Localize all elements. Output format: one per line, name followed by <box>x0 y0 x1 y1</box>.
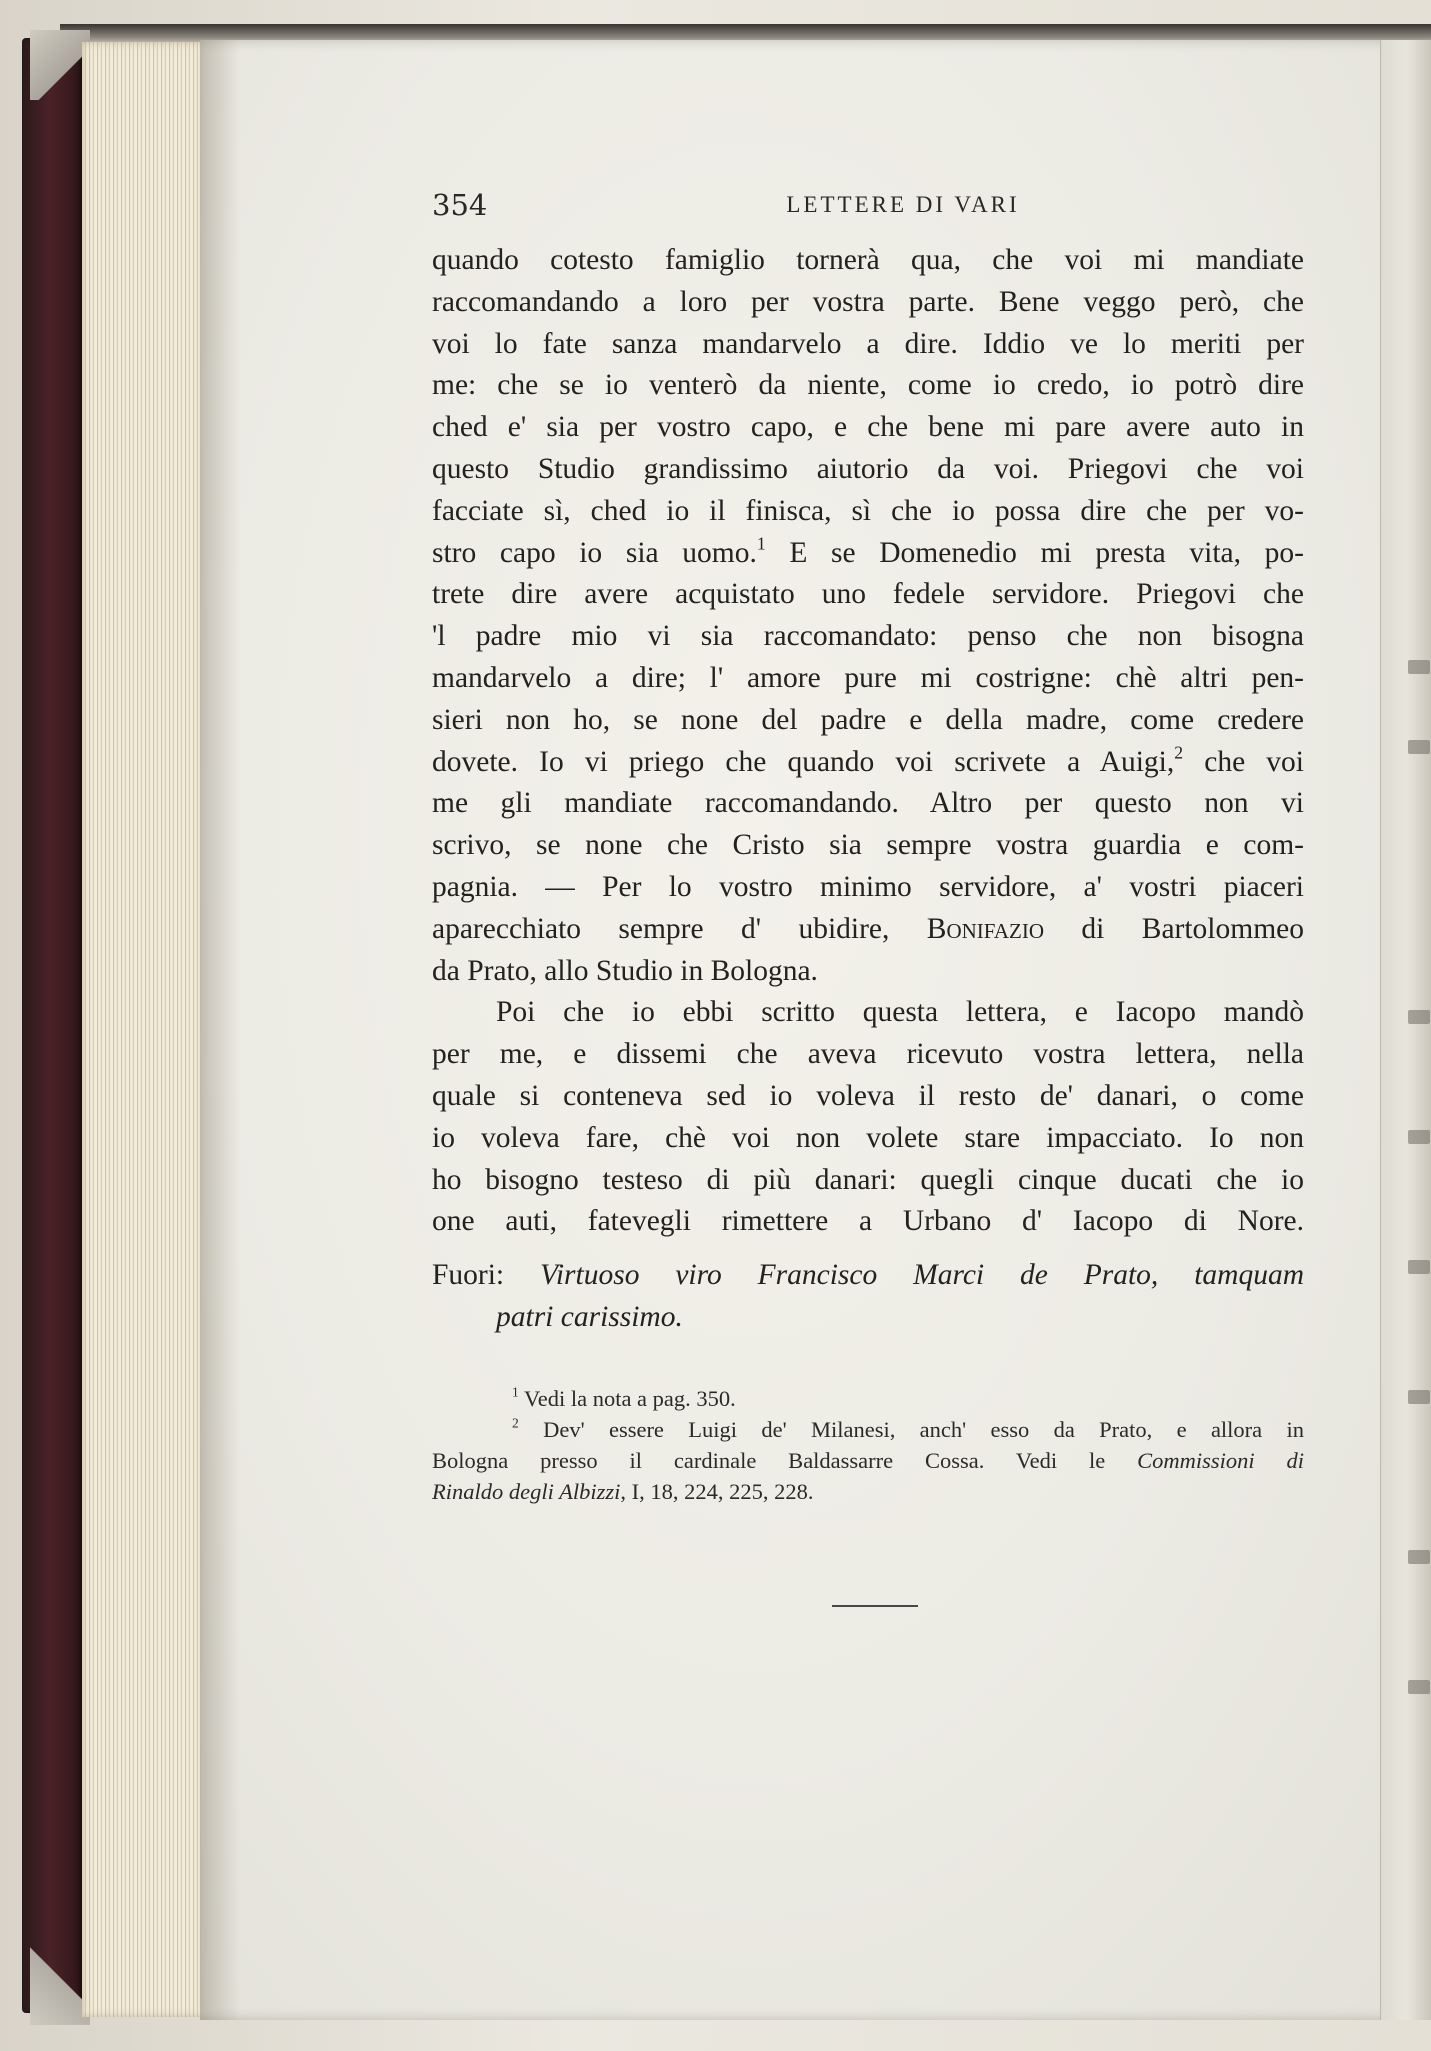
text-segment: che voi <box>1183 745 1304 778</box>
footnote-2-line <box>432 1476 1304 1507</box>
text-line: raccomandando a loro per vostra parte. Bene veggo però, che <box>432 285 1304 318</box>
footnote-ref-2: 2 <box>1174 742 1184 763</box>
text-line <box>432 742 1304 784</box>
text-line: trete dire avere acquistato uno fedele servidore. Priegovi che <box>432 578 1304 611</box>
footnote-marker: 1 <box>512 1384 519 1400</box>
text-line: mandarvelo a dire; l' amore pure mi costrigne: chè altri pen- <box>432 661 1304 694</box>
footnote-text: , I, 18, 224, 225, 228. <box>620 1479 814 1504</box>
text-line: 'l padre mio vi sia raccomandato: penso che non bisogna <box>432 620 1304 653</box>
gutter-shadow <box>200 40 240 2020</box>
text-line: pagnia. — Per lo vostro minimo servidore, a' vostri piaceri <box>432 870 1304 903</box>
address-text: patri carissimo. <box>496 1300 683 1333</box>
facing-page-edge <box>1380 40 1431 2020</box>
text-line: one auti, fatevegli rimettere a Urbano d' Iacopo di Nore. <box>432 1205 1304 1238</box>
text-line: Poi che io ebbi scritto questa lettera, e Iacopo mandò <box>496 996 1304 1029</box>
text-line: facciate sì, ched io il finisca, sì che io possa dire che per vo- <box>432 494 1304 527</box>
bleed-through-mark <box>1408 1390 1430 1404</box>
text-line: da Prato, allo Studio in Bologna. <box>432 954 818 987</box>
text-segment: E se Domenedio mi presta vita, po- <box>765 536 1304 569</box>
footnotes <box>432 1383 1304 1507</box>
footnote-ref-1: 1 <box>756 533 766 554</box>
address-line <box>432 1254 1304 1296</box>
text-line: ho bisogno testeso di più danari: quegli cinque ducati che io <box>432 1163 1304 1196</box>
footnote-text: Dev' essere Luigi de' Milanesi, anch' esso da Prato, e allora in <box>518 1417 1304 1442</box>
text-segment: stro capo io sia uomo. <box>432 536 757 569</box>
footnote-text: Vedi la nota a pag. 350. <box>518 1386 736 1411</box>
bleed-through-mark <box>1408 1260 1430 1274</box>
address-label: Fuori: <box>432 1259 541 1291</box>
text-line: voi lo fate sanza mandarvelo a dire. Iddio ve lo meriti per <box>432 327 1304 360</box>
address-line <box>432 1296 1304 1338</box>
text-line <box>432 909 1304 951</box>
text-segment: dovete. Io vi priego che quando voi scrivete a Auigi, <box>432 745 1175 778</box>
text-line: quando cotesto famiglio tornerà qua, che voi mi mandiate <box>432 244 1304 276</box>
footnote-2-line <box>432 1414 1304 1445</box>
footnote-1 <box>432 1383 1304 1414</box>
bleed-through-mark <box>1408 1130 1430 1144</box>
address-text: Virtuoso viro Francisco Marci de Prato, tamquam <box>540 1259 1304 1291</box>
bleed-through-mark <box>1408 740 1430 754</box>
cover-corner-top <box>30 30 90 100</box>
letter-address <box>432 1254 1304 1338</box>
letter-body <box>432 240 1304 1243</box>
text-line: questo Studio grandissimo aiutorio da voi. Priegovi che voi <box>432 452 1304 485</box>
book-cover-spine <box>22 38 84 2013</box>
text-line: me: che se io venterò da niente, come io credo, io potrò dire <box>432 369 1304 402</box>
bleed-through-mark <box>1408 1010 1430 1024</box>
footnote-title: Commissioni di <box>1137 1448 1304 1473</box>
text-segment: di Bartolommeo <box>1044 912 1304 945</box>
cover-corner-bottom <box>30 1945 90 2025</box>
text-line <box>432 533 1304 575</box>
text-line: per me, e dissemi che aveva ricevuto vostra lettera, nella <box>432 1038 1304 1071</box>
footnote-marker: 2 <box>512 1415 519 1431</box>
bleed-through-mark <box>1408 1550 1430 1564</box>
signature-name: Bonifazio <box>926 912 1045 945</box>
text-line: me gli mandiate raccomandando. Altro per questo non vi <box>432 787 1304 820</box>
page-number: 354 <box>432 188 488 222</box>
bleed-through-mark <box>1408 1680 1430 1694</box>
text-line: quale si conteneva sed io voleva il resto de' danari, o come <box>432 1079 1304 1112</box>
text-line: sieri non ho, se none del padre e della madre, come credere <box>432 703 1304 736</box>
footnote-2-line <box>432 1445 1304 1476</box>
footnote-title: Rinaldo degli Albizzi <box>432 1479 621 1504</box>
bleed-through-mark <box>1408 660 1430 674</box>
running-head: LETTERE DI VARI <box>786 192 1020 217</box>
section-rule <box>832 1605 918 1607</box>
text-segment: aparecchiato sempre d' ubidire, <box>432 912 927 945</box>
text-line: scrivo, se none che Cristo sia sempre vostra guardia e com- <box>432 829 1304 862</box>
page-header <box>432 188 1304 228</box>
text-line: io voleva fare, chè voi non volete stare impacciato. Io non <box>432 1121 1304 1154</box>
page-edges-stack <box>82 42 204 2017</box>
footnote-text: Bologna presso il cardinale Baldassarre Cossa. Vedi le <box>432 1448 1138 1473</box>
text-line: ched e' sia per vostro capo, e che bene mi pare avere auto in <box>432 411 1304 444</box>
